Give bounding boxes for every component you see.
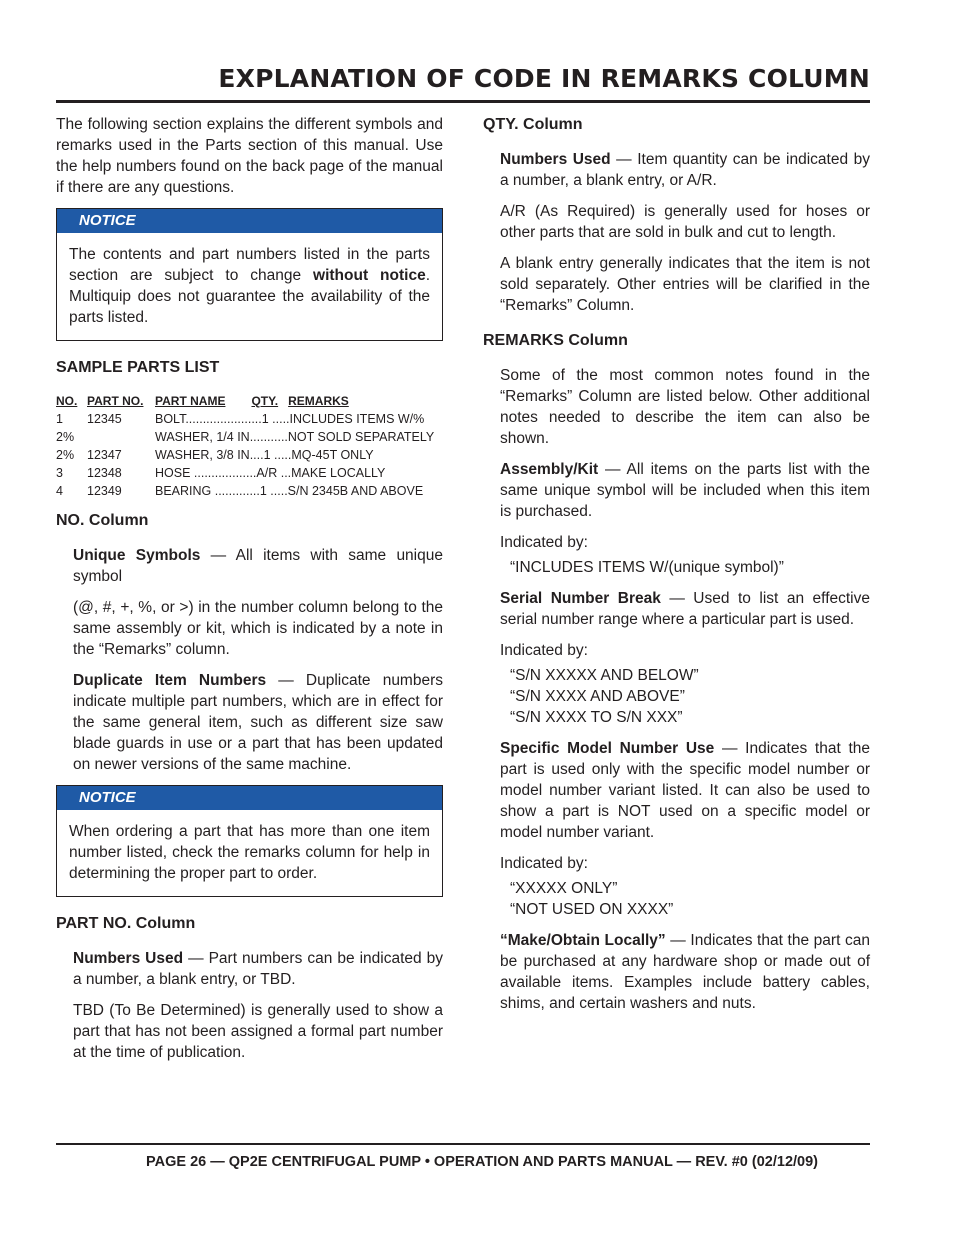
ar-paragraph: A/R (As Required) is generally used for hoses or other parts that are sold in bulk and cut to length. (500, 203, 870, 241)
make-locally-paragraph (500, 930, 870, 1014)
model-example: “XXXXX ONLY” (510, 880, 618, 897)
row-part-no (87, 428, 155, 446)
assembly-kit-paragraph (500, 459, 870, 522)
blank-entry-paragraph: A blank entry generally indicates that the item is not sold separately. Other entries will be clarified in the “Remarks” Column. (500, 255, 870, 314)
row-part-no: 12345 (87, 412, 122, 426)
table-row (56, 446, 434, 464)
table-row (56, 482, 434, 500)
indicated-by-label: Indicated by: (500, 855, 588, 872)
row-no: 2% (56, 430, 75, 444)
table-row (56, 428, 434, 446)
numbers-used-text: — Item quantity can be indicated by a number, a blank entry, or A/R. (500, 151, 870, 189)
table-row (56, 410, 434, 428)
row-desc: HOSE ..................A/R ...MAKE LOCALLY (155, 466, 386, 480)
notice-box (56, 785, 443, 897)
row-no: 1 (56, 412, 63, 426)
title-rule (56, 100, 870, 103)
notice-text (57, 233, 442, 340)
serial-examples (510, 665, 870, 728)
tbd-paragraph: TBD (To Be Determined) is generally used to show a part that has not been assigned a formal part number at the time of publication. (73, 1002, 443, 1061)
notice-text: When ordering a part that has more than one item number listed, check the remarks column for help in determining the proper part to order. (69, 823, 430, 882)
part-no-column-heading: PART NO. Column (56, 915, 196, 932)
symbols-paragraph: (@, #, +, %, or >) in the number column belong to the same assembly or kit, which is indicated by a note in the “Remarks” column. (73, 599, 443, 658)
header-part-no: PART NO. (87, 394, 144, 408)
row-desc: WASHER, 3/8 IN....1 .....MQ-45T ONLY (155, 448, 374, 462)
make-locally-label: “Make/Obtain Locally” (500, 932, 666, 949)
indicated-by-label: Indicated by: (500, 534, 588, 551)
model-examples (510, 878, 870, 920)
header-part-name: PART NAME (155, 394, 226, 408)
duplicate-numbers-text: — Duplicate numbers indicate multiple part numbers, which are in effect for the same general item, such as different size saw blade guards in use or a part that has been updated on newer versions of the same machine. (73, 672, 443, 773)
sample-parts-table (56, 392, 434, 500)
unique-symbols-paragraph (73, 545, 443, 587)
left-column (56, 114, 443, 1062)
model-number-label: Specific Model Number Use (500, 740, 715, 757)
qty-column-heading: QTY. Column (483, 116, 583, 133)
assembly-kit-label: Assembly/Kit (500, 461, 599, 478)
duplicate-numbers-paragraph (73, 670, 443, 775)
footer-rule (56, 1143, 870, 1145)
assembly-kit-text: — All items on the parts list with the same unique symbol will be included when this item is purchased. (500, 461, 870, 520)
header-remarks: REMARKS (288, 394, 349, 408)
qty-numbers-used-paragraph (500, 149, 870, 191)
notice-text-part: . Multiquip does not guarantee the availability of the parts listed. (69, 267, 431, 326)
notice-text-part: The contents and part numbers listed in the parts section are subject to change (69, 246, 430, 284)
model-example: “NOT USED ON XXXX” (510, 901, 674, 918)
indicated-by-label: Indicated by: (500, 642, 588, 659)
serial-example: “S/N XXXX AND ABOVE” (510, 688, 685, 705)
model-number-text: — Indicates that the part is used only with the specific model number or model number variant listed. It can also be used to show a part is NOT used on a specific model or model number variant. (500, 740, 870, 841)
numbers-used-label: Numbers Used (73, 950, 184, 967)
no-column-heading: NO. Column (56, 512, 149, 529)
right-column (483, 114, 870, 1024)
header-rest (155, 392, 434, 410)
row-desc: BOLT......................1 .....INCLUDES ITEMS W/% (155, 412, 425, 426)
row-part-no: 12347 (87, 448, 122, 462)
remarks-intro-paragraph: Some of the most common notes found in the “Remarks” Column are listed below. Other additional notes needed to describe the item can also be shown. (500, 367, 870, 447)
unique-symbols-label: Unique Symbols (73, 547, 201, 564)
notice-label: NOTICE (57, 209, 442, 233)
header-no: NO. (56, 394, 78, 408)
row-desc: WASHER, 1/4 IN...........NOT SOLD SEPARATELY (155, 430, 435, 444)
remarks-column-heading: REMARKS Column (483, 332, 628, 349)
unique-symbols-text: — All items with same unique symbol (73, 547, 443, 585)
row-desc: BEARING .............1 .....S/N 2345B AND ABOVE (155, 484, 424, 498)
numbers-used-label: Numbers Used (500, 151, 611, 168)
serial-example: “S/N XXXXX AND BELOW” (510, 667, 699, 684)
serial-break-label: Serial Number Break (500, 590, 661, 607)
row-no: 3 (56, 466, 63, 480)
notice-box (56, 208, 443, 341)
table-row (56, 464, 434, 482)
intro-paragraph: The following section explains the different symbols and remarks used in the Parts section of this manual. Use the help numbers found on the back page of the manual if there are any questions. (56, 116, 443, 196)
row-part-no: 12348 (87, 466, 122, 480)
notice-bold-text: without notice (313, 267, 426, 284)
tbd-clip (56, 1000, 443, 1062)
numbers-used-text: — Part numbers can be indicated by a number, a blank entry, or TBD. (73, 950, 443, 988)
row-part-no: 12349 (87, 484, 122, 498)
row-no: 4 (56, 484, 63, 498)
part-numbers-used-paragraph (73, 948, 443, 990)
sample-parts-heading: SAMPLE PARTS LIST (56, 359, 220, 376)
table-header-row (56, 392, 434, 410)
notice-label: NOTICE (57, 786, 442, 810)
page-footer: PAGE 26 — QP2E CENTRIFUGAL PUMP • OPERATION AND PARTS MANUAL — REV. #0 (02/12/09) (146, 1154, 818, 1170)
serial-break-paragraph (500, 588, 870, 630)
page-title: EXPLANATION OF CODE IN REMARKS COLUMN (218, 64, 870, 93)
model-number-paragraph (500, 738, 870, 843)
serial-example: “S/N XXXX TO S/N XXX” (510, 709, 683, 726)
header-qty: QTY. (251, 394, 279, 408)
serial-break-text: — Used to list an effective serial number range where a particular part is used. (500, 590, 870, 628)
row-no: 2% (56, 448, 75, 462)
make-locally-text: — Indicates that the part can be purchased at any hardware shop or made out of available items. Examples include battery cables, shims, and certain washers and nuts. (500, 932, 870, 1012)
assembly-example: “INCLUDES ITEMS W/(unique symbol)” (510, 559, 784, 576)
duplicate-numbers-label: Duplicate Item Numbers (73, 672, 267, 689)
